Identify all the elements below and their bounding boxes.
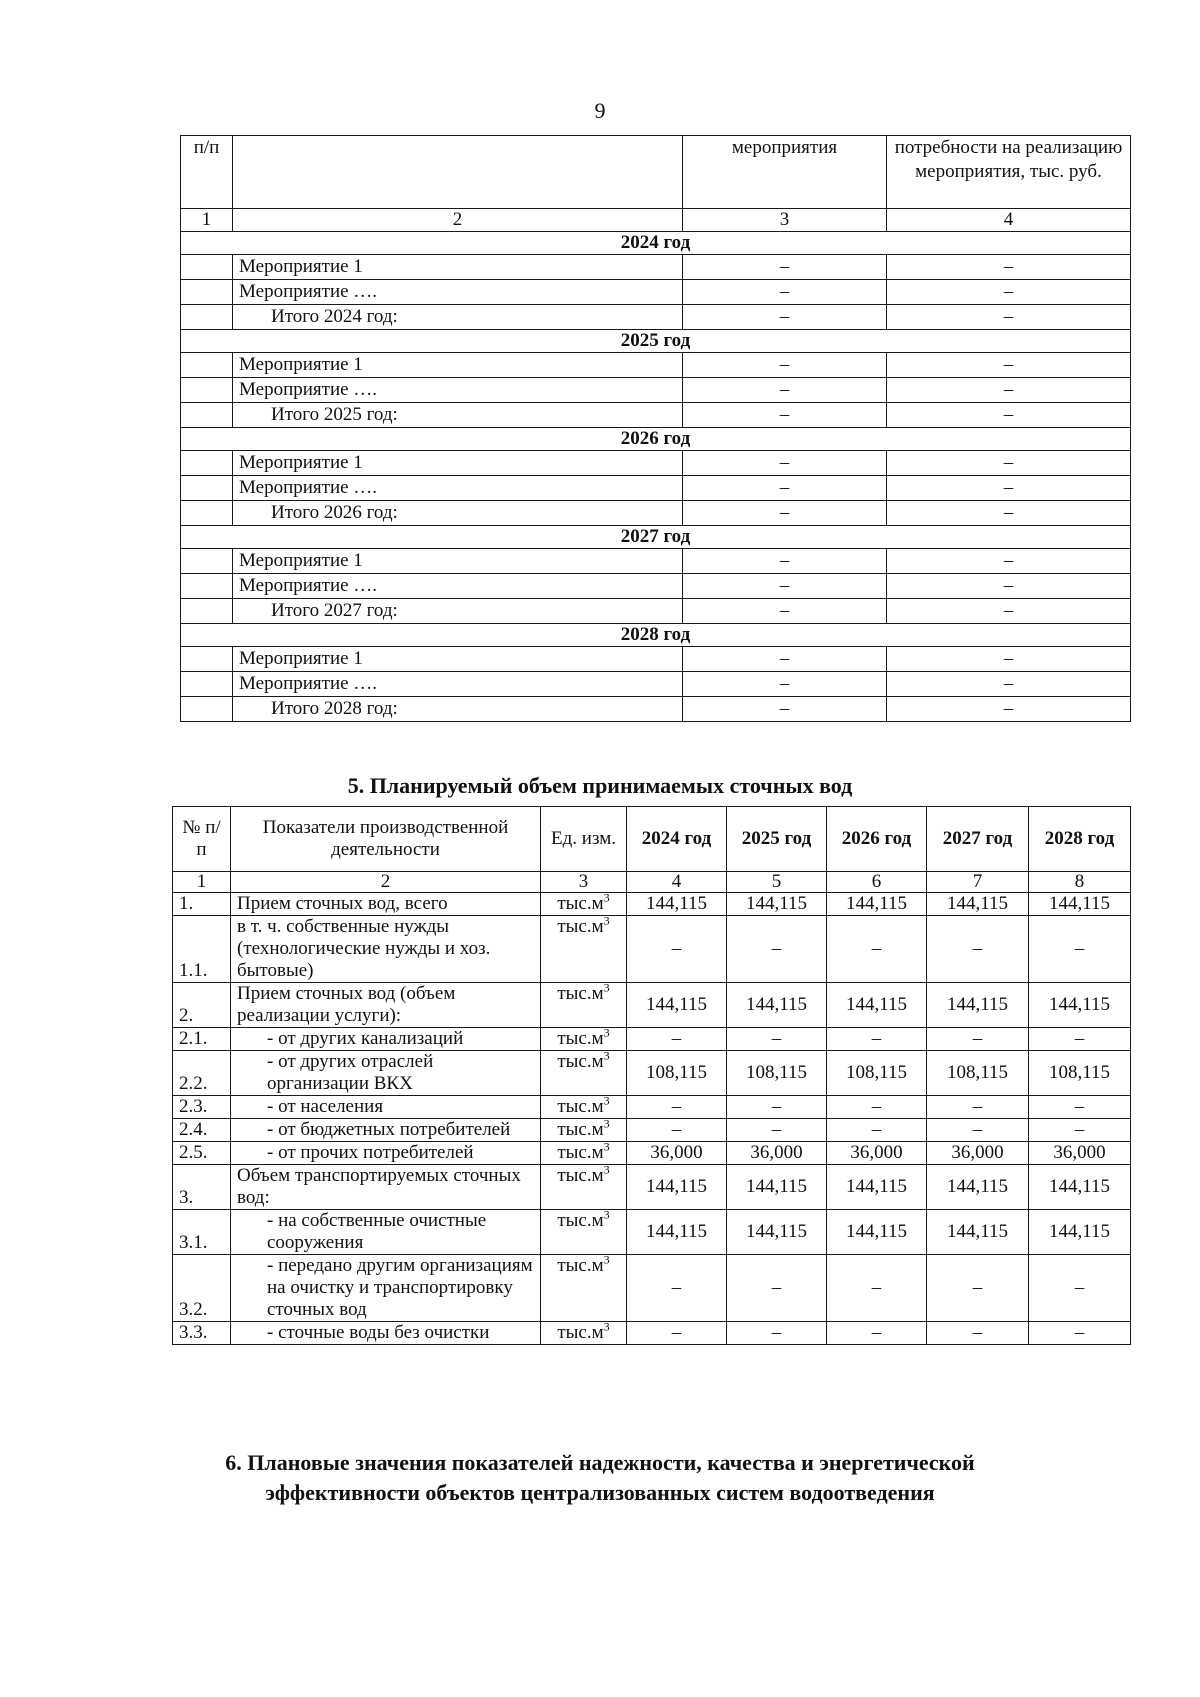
year-value-cell: 36,000 xyxy=(1029,1142,1131,1165)
indicator-label: в т. ч. собственные нужды (технологические нужды и хоз. бытовые) xyxy=(237,916,491,981)
unit-text: тыс.м xyxy=(557,1322,604,1343)
year-title: 2027 год xyxy=(181,526,1131,549)
header-cell-unit: Ед. изм. xyxy=(541,807,627,872)
row-number-cell xyxy=(181,599,233,624)
year-value-cell: 108,115 xyxy=(827,1051,927,1096)
year-value-cell: – xyxy=(1029,1255,1131,1322)
unit-superscript: 3 xyxy=(603,1319,610,1334)
year-value-cell: – xyxy=(827,916,927,983)
unit-cell xyxy=(541,1139,627,1165)
header-cell-year: 2026 год xyxy=(827,807,927,872)
year-value-cell: 108,115 xyxy=(627,1051,727,1096)
unit-cell xyxy=(541,1048,627,1096)
unit-text: тыс.м xyxy=(557,1142,604,1163)
event-value-cell: – xyxy=(683,599,887,624)
year-value-cell: 144,115 xyxy=(1029,983,1131,1028)
table-row xyxy=(173,893,1131,916)
year-value-cell: – xyxy=(727,1119,827,1142)
table-row xyxy=(173,1028,1131,1051)
year-value-cell: – xyxy=(727,1255,827,1322)
year-value-cell: – xyxy=(727,916,827,983)
year-value-cell: – xyxy=(1029,916,1131,983)
row-number-cell: 2. xyxy=(173,983,231,1028)
year-value-cell: 144,115 xyxy=(827,983,927,1028)
header-cell-name xyxy=(233,136,683,209)
funding-value-cell: – xyxy=(887,378,1131,403)
year-value-cell: 144,115 xyxy=(627,1165,727,1210)
table-row xyxy=(181,697,1131,722)
event-value-cell: – xyxy=(683,305,887,330)
year-value-cell: – xyxy=(927,1322,1029,1345)
row-number-cell: 2.4. xyxy=(173,1119,231,1142)
unit-text: тыс.м xyxy=(557,1051,604,1072)
year-value-cell: 144,115 xyxy=(827,1165,927,1210)
year-value-cell: 108,115 xyxy=(927,1051,1029,1096)
unit-superscript: 3 xyxy=(603,1116,610,1131)
year-group-row xyxy=(181,428,1131,451)
event-value-cell: – xyxy=(683,501,887,526)
indicator-cell xyxy=(231,893,541,916)
row-number-cell: 1. xyxy=(173,893,231,916)
event-name-cell: Мероприятие …. xyxy=(233,378,683,403)
table-row xyxy=(181,476,1131,501)
table-row xyxy=(181,378,1131,403)
unit-cell xyxy=(541,1116,627,1142)
row-number-cell: 2.1. xyxy=(173,1028,231,1051)
row-number-cell xyxy=(181,476,233,501)
unit-superscript: 3 xyxy=(603,913,610,928)
event-name-cell: Мероприятие 1 xyxy=(233,647,683,672)
event-value-cell: – xyxy=(683,697,887,722)
table-row xyxy=(181,647,1131,672)
table-row xyxy=(181,305,1131,330)
row-number-cell: 3.2. xyxy=(173,1255,231,1322)
column-number: 3 xyxy=(541,872,627,893)
table-row xyxy=(181,672,1131,697)
row-number-cell: 1.1. xyxy=(173,916,231,983)
year-value-cell: – xyxy=(1029,1028,1131,1051)
column-number: 7 xyxy=(927,872,1029,893)
event-name-cell: Мероприятие …. xyxy=(233,280,683,305)
row-number-cell xyxy=(181,280,233,305)
column-number: 1 xyxy=(181,209,233,232)
header-cell-events: мероприятия xyxy=(683,136,887,209)
year-value-cell: 144,115 xyxy=(627,1210,727,1255)
year-value-cell: 144,115 xyxy=(827,893,927,916)
year-value-cell: – xyxy=(827,1096,927,1119)
column-number: 8 xyxy=(1029,872,1131,893)
header-cell-year: 2028 год xyxy=(1029,807,1131,872)
row-number-cell: 3. xyxy=(173,1165,231,1210)
table-row xyxy=(173,916,1131,983)
funding-value-cell: – xyxy=(887,255,1131,280)
column-number: 3 xyxy=(683,209,887,232)
table-row xyxy=(181,549,1131,574)
year-group-row xyxy=(181,330,1131,353)
unit-superscript: 3 xyxy=(603,1162,610,1177)
event-value-cell: – xyxy=(683,378,887,403)
table-row xyxy=(173,1165,1131,1210)
unit-superscript: 3 xyxy=(603,1093,610,1108)
event-name-cell: Мероприятие …. xyxy=(233,476,683,501)
year-value-cell: – xyxy=(727,1028,827,1051)
year-title: 2028 год xyxy=(181,624,1131,647)
row-number-cell xyxy=(181,403,233,428)
unit-text: тыс.м xyxy=(557,1255,604,1276)
year-value-cell: – xyxy=(927,1255,1029,1322)
row-number-cell: 2.5. xyxy=(173,1142,231,1165)
column-number: 4 xyxy=(887,209,1131,232)
year-value-cell: 144,115 xyxy=(627,893,727,916)
event-name-cell: Итого 2028 год: xyxy=(233,697,683,722)
funding-value-cell: – xyxy=(887,501,1131,526)
indicator-label: - от населения xyxy=(267,1096,384,1117)
event-name-cell: Мероприятие 1 xyxy=(233,451,683,476)
row-number-cell xyxy=(181,305,233,330)
year-value-cell: – xyxy=(1029,1322,1131,1345)
indicator-label: - от бюджетных потребителей xyxy=(267,1119,511,1140)
unit-superscript: 3 xyxy=(603,890,610,905)
funding-value-cell: – xyxy=(887,647,1131,672)
unit-superscript: 3 xyxy=(603,1252,610,1267)
unit-text: тыс.м xyxy=(557,1119,604,1140)
year-value-cell: – xyxy=(927,1096,1029,1119)
year-value-cell: 36,000 xyxy=(727,1142,827,1165)
event-value-cell: – xyxy=(683,403,887,428)
unit-text: тыс.м xyxy=(557,1165,604,1186)
year-value-cell: 144,115 xyxy=(927,1210,1029,1255)
year-value-cell: 36,000 xyxy=(627,1142,727,1165)
indicator-label: Объем транспортируемых сточных вод: xyxy=(237,1165,521,1208)
column-number: 4 xyxy=(627,872,727,893)
event-value-cell: – xyxy=(683,647,887,672)
section-6-title-line-1: 6. Плановые значения показателей надежности, качества и энергетической xyxy=(225,1450,975,1475)
indicator-label: - от других отраслей организации ВКХ xyxy=(267,1051,434,1094)
unit-cell xyxy=(541,913,627,983)
year-value-cell: – xyxy=(627,1028,727,1051)
event-name-cell: Мероприятие …. xyxy=(233,672,683,697)
year-value-cell: – xyxy=(1029,1119,1131,1142)
table-row xyxy=(181,255,1131,280)
header-cell-funding: потребности на реализацию мероприятия, тыс. руб. xyxy=(887,136,1131,209)
funding-value-cell: – xyxy=(887,305,1131,330)
event-value-cell: – xyxy=(683,574,887,599)
unit-cell xyxy=(541,1025,627,1051)
table-row xyxy=(181,353,1131,378)
unit-text: тыс.м xyxy=(557,916,604,937)
indicator-label: - от других канализаций xyxy=(267,1028,464,1049)
funding-value-cell: – xyxy=(887,599,1131,624)
year-value-cell: – xyxy=(627,1119,727,1142)
events-table-body xyxy=(181,232,1131,722)
funding-value-cell: – xyxy=(887,476,1131,501)
table-row xyxy=(181,599,1131,624)
header-cell-year: 2024 год xyxy=(627,807,727,872)
indicator-cell xyxy=(231,1142,541,1165)
event-value-cell: – xyxy=(683,451,887,476)
event-value-cell: – xyxy=(683,280,887,305)
table-row xyxy=(173,1142,1131,1165)
year-group-row xyxy=(181,624,1131,647)
unit-cell xyxy=(541,980,627,1028)
event-value-cell: – xyxy=(683,353,887,378)
table-row xyxy=(173,1322,1131,1345)
year-value-cell: 144,115 xyxy=(927,1165,1029,1210)
table-row xyxy=(173,1119,1131,1142)
table-row xyxy=(173,983,1131,1028)
event-name-cell: Итого 2026 год: xyxy=(233,501,683,526)
indicator-label: Прием сточных вод, всего xyxy=(237,893,448,914)
year-value-cell: 36,000 xyxy=(827,1142,927,1165)
row-number-cell: 3.3. xyxy=(173,1322,231,1345)
year-value-cell: – xyxy=(827,1255,927,1322)
table-row xyxy=(173,1210,1131,1255)
column-number: 1 xyxy=(173,872,231,893)
row-number-cell xyxy=(181,353,233,378)
year-value-cell: 108,115 xyxy=(1029,1051,1131,1096)
row-number-cell xyxy=(181,501,233,526)
event-value-cell: – xyxy=(683,476,887,501)
year-title: 2024 год xyxy=(181,232,1131,255)
unit-text: тыс.м xyxy=(557,893,604,914)
year-value-cell: 144,115 xyxy=(827,1210,927,1255)
column-number: 6 xyxy=(827,872,927,893)
year-value-cell: 108,115 xyxy=(727,1051,827,1096)
event-value-cell: – xyxy=(683,549,887,574)
year-group-row xyxy=(181,526,1131,549)
indicator-label: Прием сточных вод (объем реализации услуги): xyxy=(237,983,456,1026)
header-cell-year: 2025 год xyxy=(727,807,827,872)
row-number-cell xyxy=(181,672,233,697)
funding-value-cell: – xyxy=(887,697,1131,722)
unit-cell xyxy=(541,1093,627,1119)
indicator-label: - на собственные очистные сооружения xyxy=(267,1210,487,1253)
table-row xyxy=(181,574,1131,599)
indicator-cell xyxy=(231,1051,541,1096)
row-number-cell xyxy=(181,574,233,599)
header-cell-indicator: Показатели производственной деятельности xyxy=(231,807,541,872)
page-number: 9 xyxy=(594,98,606,123)
row-number-cell xyxy=(181,378,233,403)
unit-cell xyxy=(541,1319,627,1345)
indicator-cell xyxy=(231,983,541,1028)
event-name-cell: Итого 2025 год: xyxy=(233,403,683,428)
indicator-label: - от прочих потребителей xyxy=(267,1142,474,1163)
unit-superscript: 3 xyxy=(603,1139,610,1154)
funding-value-cell: – xyxy=(887,549,1131,574)
column-number: 2 xyxy=(231,872,541,893)
row-number-cell xyxy=(181,451,233,476)
year-value-cell: 144,115 xyxy=(1029,1165,1131,1210)
unit-superscript: 3 xyxy=(603,980,610,995)
indicator-cell xyxy=(231,1165,541,1210)
table-row xyxy=(181,403,1131,428)
year-value-cell: – xyxy=(627,916,727,983)
table-row xyxy=(173,1255,1131,1322)
unit-text: тыс.м xyxy=(557,1096,604,1117)
header-cell-year: 2027 год xyxy=(927,807,1029,872)
event-value-cell: – xyxy=(683,255,887,280)
indicator-label: - передано другим организациям на очистку и транспортировку сточных вод xyxy=(267,1255,533,1320)
row-number-cell xyxy=(181,697,233,722)
year-value-cell: 144,115 xyxy=(927,983,1029,1028)
column-numbers-row xyxy=(173,872,1131,893)
column-number: 2 xyxy=(233,209,683,232)
event-name-cell: Мероприятие 1 xyxy=(233,255,683,280)
event-name-cell: Мероприятие 1 xyxy=(233,549,683,574)
year-value-cell: – xyxy=(927,916,1029,983)
table-row xyxy=(181,451,1131,476)
year-value-cell: 36,000 xyxy=(927,1142,1029,1165)
unit-text: тыс.м xyxy=(557,1028,604,1049)
table-row xyxy=(181,501,1131,526)
year-value-cell: – xyxy=(827,1322,927,1345)
unit-cell xyxy=(541,1252,627,1322)
column-number: 5 xyxy=(727,872,827,893)
table-row xyxy=(173,1051,1131,1096)
year-value-cell: – xyxy=(827,1028,927,1051)
wastewater-volume-table xyxy=(172,806,1131,1345)
unit-text: тыс.м xyxy=(557,1210,604,1231)
year-group-row xyxy=(181,232,1131,255)
year-value-cell: 144,115 xyxy=(1029,1210,1131,1255)
unit-superscript: 3 xyxy=(603,1048,610,1063)
row-number-cell xyxy=(181,255,233,280)
year-value-cell: – xyxy=(1029,1096,1131,1119)
column-numbers-row xyxy=(181,209,1131,232)
year-value-cell: 144,115 xyxy=(1029,893,1131,916)
indicator-label: - сточные воды без очистки xyxy=(267,1322,490,1343)
year-value-cell: 144,115 xyxy=(727,1165,827,1210)
indicator-cell xyxy=(231,1096,541,1119)
year-value-cell: – xyxy=(627,1255,727,1322)
row-number-cell xyxy=(181,549,233,574)
unit-superscript: 3 xyxy=(603,1025,610,1040)
indicator-cell xyxy=(231,1210,541,1255)
unit-cell xyxy=(541,1207,627,1255)
year-value-cell: 144,115 xyxy=(727,1210,827,1255)
funding-value-cell: – xyxy=(887,451,1131,476)
events-table xyxy=(180,135,1131,722)
year-value-cell: – xyxy=(627,1322,727,1345)
year-value-cell: 144,115 xyxy=(627,983,727,1028)
event-name-cell: Итого 2024 год: xyxy=(233,305,683,330)
year-value-cell: 144,115 xyxy=(727,983,827,1028)
event-name-cell: Мероприятие …. xyxy=(233,574,683,599)
indicator-cell xyxy=(231,1028,541,1051)
year-value-cell: 144,115 xyxy=(727,893,827,916)
indicator-cell xyxy=(231,1255,541,1322)
table-row xyxy=(173,1096,1131,1119)
header-cell-num: п/п xyxy=(181,136,233,209)
unit-text: тыс.м xyxy=(557,983,604,1004)
indicator-cell xyxy=(231,1322,541,1345)
year-title: 2025 год xyxy=(181,330,1131,353)
section-6-title xyxy=(0,1448,1200,1508)
funding-value-cell: – xyxy=(887,672,1131,697)
table-header-row xyxy=(173,807,1131,872)
section-6-title-line-2: эффективности объектов централизованных систем водоотведения xyxy=(265,1480,935,1505)
wastewater-table-body xyxy=(173,890,1131,1345)
event-name-cell: Итого 2027 год: xyxy=(233,599,683,624)
unit-cell xyxy=(541,1162,627,1210)
event-name-cell: Мероприятие 1 xyxy=(233,353,683,378)
section-5-title: 5. Планируемый объем принимаемых сточных вод xyxy=(347,773,853,798)
year-value-cell: – xyxy=(927,1119,1029,1142)
table-header-row xyxy=(181,136,1131,209)
event-value-cell: – xyxy=(683,672,887,697)
header-cell-num: № п/п xyxy=(173,807,231,872)
indicator-cell xyxy=(231,1119,541,1142)
year-value-cell: – xyxy=(827,1119,927,1142)
row-number-cell xyxy=(181,647,233,672)
year-value-cell: 144,115 xyxy=(927,893,1029,916)
unit-superscript: 3 xyxy=(603,1207,610,1222)
table-row xyxy=(181,280,1131,305)
year-value-cell: – xyxy=(727,1322,827,1345)
indicator-cell xyxy=(231,916,541,983)
row-number-cell: 2.3. xyxy=(173,1096,231,1119)
year-title: 2026 год xyxy=(181,428,1131,451)
year-value-cell: – xyxy=(627,1096,727,1119)
row-number-cell: 2.2. xyxy=(173,1051,231,1096)
funding-value-cell: – xyxy=(887,280,1131,305)
row-number-cell: 3.1. xyxy=(173,1210,231,1255)
funding-value-cell: – xyxy=(887,574,1131,599)
funding-value-cell: – xyxy=(887,403,1131,428)
year-value-cell: – xyxy=(927,1028,1029,1051)
year-value-cell: – xyxy=(727,1096,827,1119)
unit-cell xyxy=(541,890,627,916)
funding-value-cell: – xyxy=(887,353,1131,378)
